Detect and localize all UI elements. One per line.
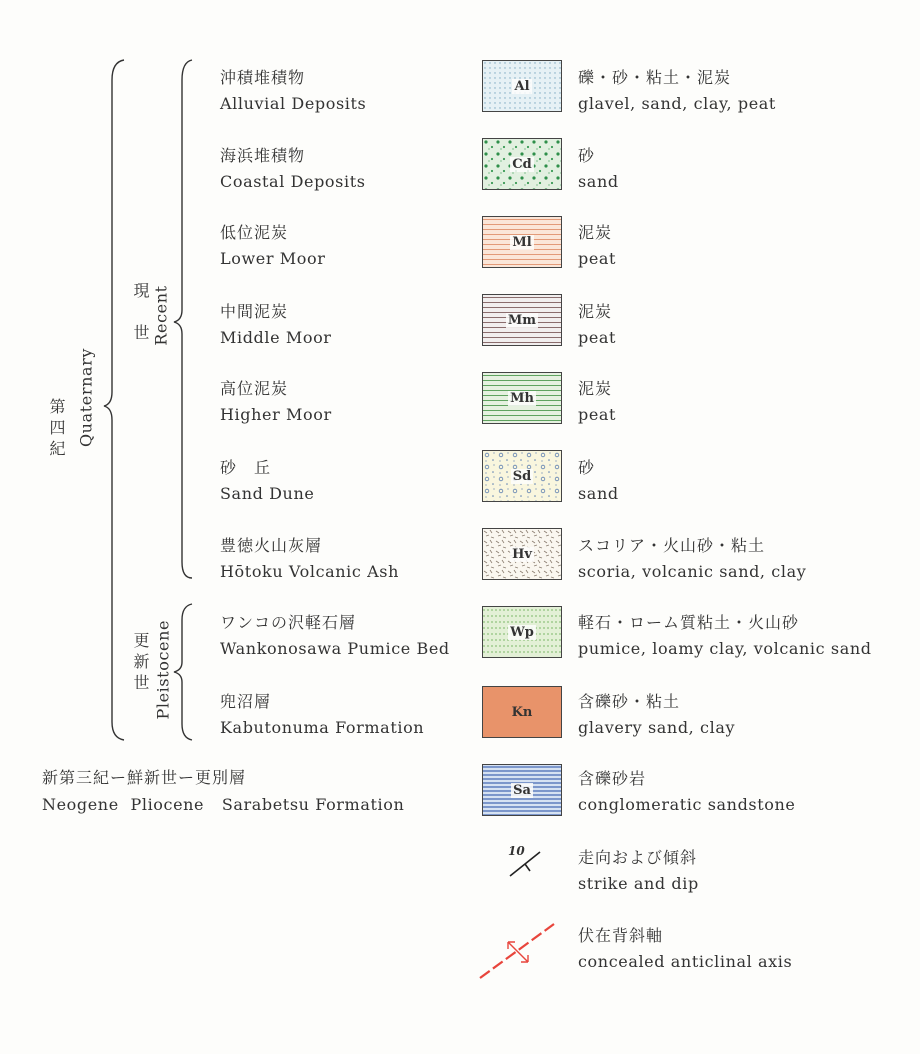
unit-desc-ml (578, 223, 918, 269)
desc-ja: 含礫砂・粘土 (578, 692, 681, 711)
swatch-code: Hv (512, 546, 532, 562)
anticlinal-axis-icon (474, 920, 564, 984)
unit-name-ja: 海浜堆積物 (220, 146, 306, 165)
unit-name-en: Middle Moor (220, 328, 332, 347)
neogene-en-label (42, 795, 404, 815)
desc-ja: 走向および傾斜 (578, 848, 698, 867)
legend-swatch-kn (482, 686, 562, 738)
desc-ja: 砂 (578, 458, 596, 477)
unit-name-en: Hōtoku Volcanic Ash (220, 562, 400, 581)
unit-name-en: Wankonosawa Pumice Bed (220, 639, 450, 658)
swatch-code: Sd (512, 468, 532, 484)
unit-name-ja: 兜沼層 (220, 692, 272, 711)
legend-swatch-al (482, 60, 562, 112)
legend-swatch-mh (482, 372, 562, 424)
desc-ja: 砂 (578, 146, 596, 165)
unit-name-ja: 沖積堆積物 (220, 68, 306, 87)
desc-en: glavel, sand, clay, peat (578, 94, 776, 113)
desc-ja: 泥炭 (578, 379, 613, 398)
swatch-code: Sa (513, 782, 531, 798)
quaternary-ja-label: 第四紀 (47, 398, 66, 461)
unit-name-en: Kabutonuma Formation (220, 718, 425, 737)
legend-swatch-hv (482, 528, 562, 580)
unit-name-ja: ワンコの沢軽石層 (220, 613, 357, 632)
desc-en: scoria, volcanic sand, clay (578, 562, 807, 581)
desc-en: peat (578, 249, 617, 268)
legend-swatch-sd (482, 450, 562, 502)
anticlinal-axis-symbol (474, 920, 564, 984)
symbol-desc-strike (578, 848, 918, 894)
unit-desc-hv (578, 536, 918, 582)
swatch-code: Mh (510, 390, 534, 406)
desc-en: sand (578, 484, 619, 503)
neogene-period: Neogene (42, 795, 119, 814)
pleistocene-ja-label: 更新世 (131, 632, 150, 695)
legend-swatch-sa (482, 764, 562, 816)
legend-swatch-ml (482, 216, 562, 268)
unit-label-wp (220, 613, 480, 659)
desc-en: conglomeratic sandstone (578, 795, 796, 814)
desc-en: peat (578, 328, 617, 347)
unit-name-en: Coastal Deposits (220, 172, 366, 191)
symbol-desc-anticline (578, 926, 918, 972)
unit-label-kn (220, 692, 480, 738)
unit-name-en: Alluvial Deposits (220, 94, 367, 113)
unit-desc-kn (578, 692, 918, 738)
pleistocene-brace (174, 604, 192, 740)
legend-swatch-cd (482, 138, 562, 190)
dip-value: 10 (508, 844, 525, 858)
unit-name-en: Sand Dune (220, 484, 315, 503)
desc-en: sand (578, 172, 619, 191)
unit-label-sd (220, 458, 480, 504)
desc-en: strike and dip (578, 874, 699, 893)
desc-en: pumice, loamy clay, volcanic sand (578, 639, 872, 658)
neogene-ja-label: 新第三紀ー鮮新世ー更別層 (42, 768, 247, 787)
unit-name-ja: 高位泥炭 (220, 379, 289, 398)
recent-en-label: Recent (151, 285, 171, 346)
legend-swatch-wp (482, 606, 562, 658)
desc-ja: 泥炭 (578, 223, 613, 242)
desc-ja: 軽石・ローム質粘土・火山砂 (578, 613, 800, 632)
desc-en: concealed anticlinal axis (578, 952, 793, 971)
unit-desc-mm (578, 302, 918, 348)
unit-label-mh (220, 379, 480, 425)
unit-desc-sd (578, 458, 918, 504)
unit-name-ja: 砂 丘 (220, 458, 272, 477)
unit-name-ja: 中間泥炭 (220, 302, 289, 321)
recent-brace (174, 60, 192, 578)
desc-ja: 礫・砂・粘土・泥炭 (578, 68, 732, 87)
swatch-code: Kn (511, 704, 533, 720)
desc-ja: スコリア・火山砂・粘土 (578, 536, 766, 555)
swatch-code: Wp (510, 624, 534, 640)
desc-en: glavery sand, clay (578, 718, 736, 737)
unit-desc-sa (578, 769, 918, 815)
pleistocene-en-label: Pleistocene (153, 619, 173, 720)
neogene-formation: Sarabetsu Formation (221, 795, 405, 814)
unit-name-ja: 低位泥炭 (220, 223, 289, 242)
unit-label-ml (220, 223, 480, 269)
neogene-epoch: Pliocene (130, 795, 205, 814)
unit-label-hv (220, 536, 480, 582)
unit-label-al (220, 68, 480, 114)
swatch-code: Al (514, 78, 530, 94)
unit-name-en: Higher Moor (220, 405, 332, 424)
desc-en: peat (578, 405, 617, 424)
strike-dip-symbol (500, 842, 550, 882)
unit-label-mm (220, 302, 480, 348)
swatch-code: Ml (512, 234, 532, 250)
legend-swatch-mm (482, 294, 562, 346)
quaternary-en-label: Quaternary (76, 347, 96, 448)
unit-label-cd (220, 146, 480, 192)
swatch-code: Cd (512, 156, 532, 172)
desc-ja: 伏在背斜軸 (578, 926, 664, 945)
unit-desc-al (578, 68, 918, 114)
swatch-code: Mm (507, 312, 537, 328)
desc-ja: 含礫砂岩 (578, 769, 647, 788)
quaternary-brace (104, 60, 124, 740)
unit-desc-wp (578, 613, 918, 659)
unit-name-ja: 豊徳火山灰層 (220, 536, 323, 555)
unit-desc-mh (578, 379, 918, 425)
desc-ja: 泥炭 (578, 302, 613, 321)
unit-name-en: Lower Moor (220, 249, 326, 268)
unit-desc-cd (578, 146, 918, 192)
recent-ja-label: 現 世 (131, 282, 150, 345)
